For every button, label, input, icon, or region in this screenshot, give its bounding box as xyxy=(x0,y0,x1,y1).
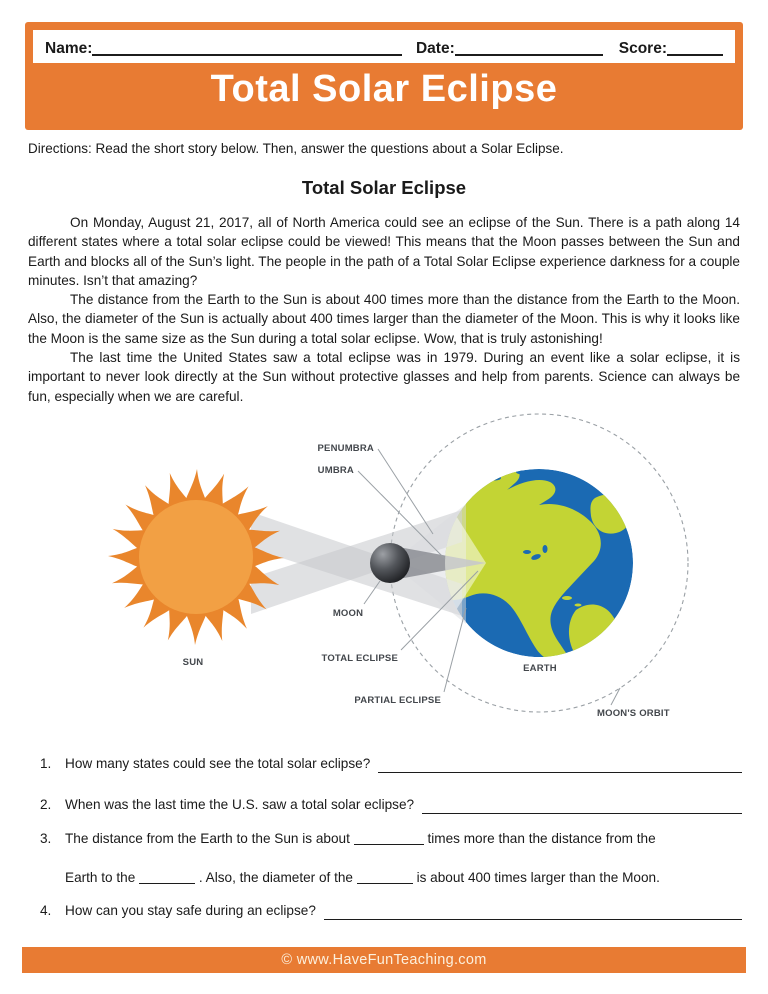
answer-line-q4[interactable] xyxy=(324,907,742,920)
blank-line-q3b[interactable] xyxy=(139,871,195,884)
question-text: The distance from the Earth to the Sun is about xyxy=(65,831,350,846)
question-number: 1. xyxy=(40,756,52,771)
question-row-4 xyxy=(40,902,742,920)
question-text: times more than the distance from the xyxy=(427,831,656,846)
date-label: Date: xyxy=(415,40,455,57)
question-text: How many states could see the total solar eclipse? xyxy=(65,756,371,771)
question-text: When was the last time the U.S. saw a total solar eclipse? xyxy=(65,797,415,812)
story-title: Total Solar Eclipse xyxy=(301,177,467,198)
footer-bar xyxy=(22,947,746,973)
name-answer-line[interactable] xyxy=(92,44,402,56)
island-small xyxy=(575,604,582,607)
moon-graphic xyxy=(370,543,410,583)
name-label: Name: xyxy=(45,40,93,57)
question-row-2 xyxy=(40,796,742,814)
header-banner xyxy=(25,22,743,130)
label-moons-orbit: MOON'S ORBIT xyxy=(597,708,670,719)
story-paragraph-2: The distance from the Earth to the Sun is about 400 times more than the distance from the Earth to the Moon. Also, the diameter of the Sun is actually about 400 times larger than the diameter of the Moon. This is why it looks like the Moon is the same size as the Sun during a total solar eclipse. Wow, that is truly astonishing! xyxy=(28,292,740,346)
blank-line-q3c[interactable] xyxy=(357,871,413,884)
answer-line-q2[interactable] xyxy=(422,801,742,814)
question-number: 4. xyxy=(40,903,52,918)
worksheet-title: Total Solar Eclipse xyxy=(210,68,558,110)
story-section xyxy=(28,177,740,406)
question-number: 3. xyxy=(40,831,52,846)
question-row-3-line-1 xyxy=(40,830,742,848)
blank-line-q3a[interactable] xyxy=(354,832,424,845)
score-answer-line[interactable] xyxy=(667,44,723,56)
label-sun: SUN xyxy=(182,657,204,668)
question-text: Earth to the xyxy=(65,870,136,885)
story-paragraph-3: The last time the United States saw a total eclipse was in 1979. During an event like a solar eclipse, it is important to never look directly at the Sun without protective glasses and help from parents. Science can always be fun, especially when we are careful. xyxy=(28,350,740,404)
label-penumbra: PENUMBRA xyxy=(317,443,374,454)
question-number: 2. xyxy=(40,797,52,812)
island-cuba xyxy=(562,596,572,600)
answer-line-q1[interactable] xyxy=(378,760,742,773)
label-total-eclipse: TOTAL ECLIPSE xyxy=(321,653,398,664)
question-row-3-line-2 xyxy=(40,869,742,887)
label-moon: MOON xyxy=(332,608,364,619)
question-row-1 xyxy=(40,755,742,773)
story-paragraph-1: On Monday, August 21, 2017, all of North America could see an eclipse of the Sun. There is a path along 14 different states where a total solar eclipse could be viewed! This means that the Moon passes between the Sun and Earth and blocks all of the Sun’s light. The people in the path of a Total Solar Eclipse experience darkness for a couple minutes. Isn’t that amazing? xyxy=(28,215,740,288)
date-answer-line[interactable] xyxy=(455,44,603,56)
name-date-score-strip xyxy=(33,30,735,63)
question-text: is about 400 times larger than the Moon. xyxy=(416,870,660,885)
question-text: How can you stay safe during an eclipse? xyxy=(65,903,316,918)
directions-text: Directions: Read the short story below. Then, answer the questions about a Solar Eclipse. xyxy=(28,141,564,156)
label-partial-eclipse: PARTIAL ECLIPSE xyxy=(354,695,441,706)
sun-graphic xyxy=(108,469,284,645)
label-umbra: UMBRA xyxy=(317,465,354,476)
label-earth: EARTH xyxy=(523,663,557,674)
eclipse-diagram xyxy=(0,410,768,755)
question-text: . Also, the diameter of the xyxy=(198,870,353,885)
score-label: Score: xyxy=(618,40,667,57)
sun-body xyxy=(139,500,253,614)
footer-text: © www.HaveFunTeaching.com xyxy=(281,952,487,968)
